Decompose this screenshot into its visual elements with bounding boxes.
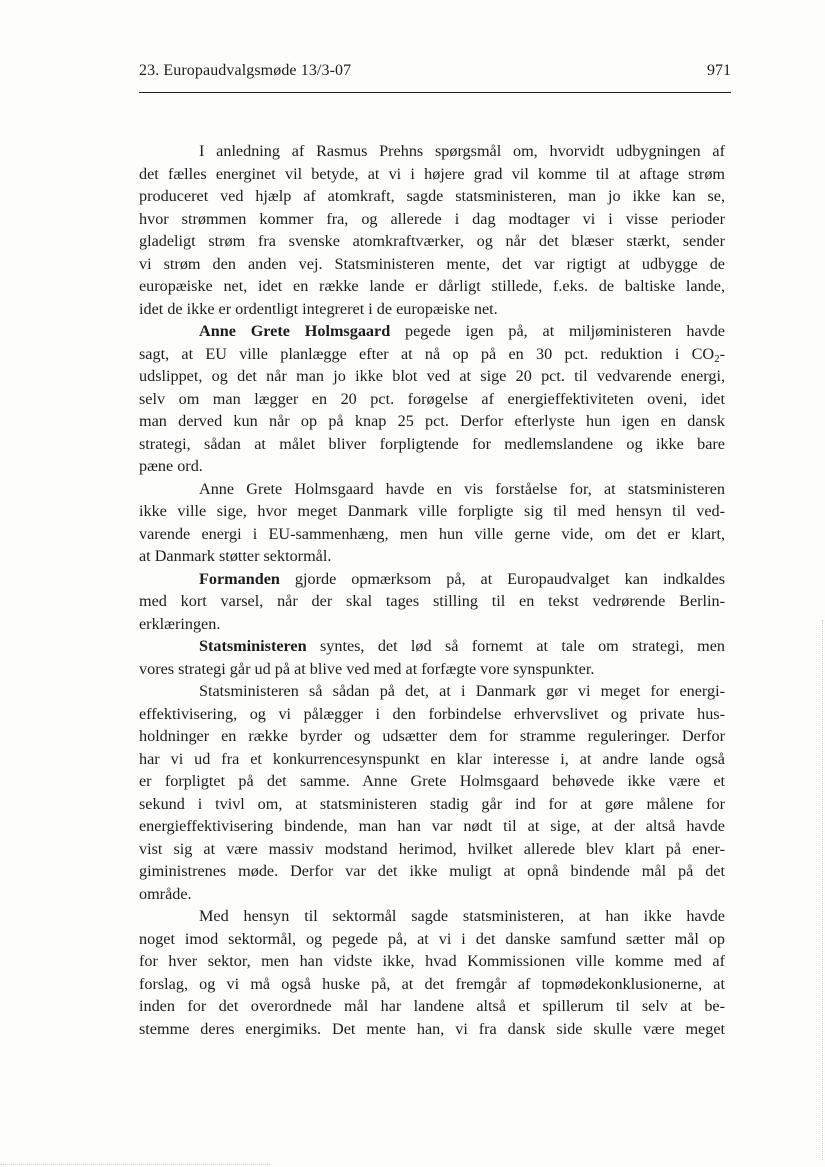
- speaker-name: Statsministeren: [199, 637, 307, 655]
- text-line: effektivisering, og vi pålægger i den forbindelse erhvervslivet og private hus-: [139, 704, 725, 723]
- text-fragment: sagt, at EU ville planlægge efter at nå op på en 30 pct. reduktion i CO: [139, 344, 715, 363]
- text-line: erklæringen.: [139, 614, 221, 633]
- scan-bottom-artifact: [0, 1164, 270, 1165]
- text-line: pæne ord.: [139, 457, 203, 475]
- text-line: energieffektivisering bindende, man han var nødt til at sige, at der altså havde: [139, 817, 725, 835]
- text-line: det fælles energinet vil betyde, at vi i højere grad vil komme til at aftage strøm: [139, 164, 725, 183]
- scan-edge-artifact: [821, 620, 823, 1160]
- paragraph: [139, 140, 725, 320]
- text-line: Med hensyn til sektormål sagde statsministeren, at han ikke havde: [199, 907, 725, 925]
- text-line: [139, 343, 725, 366]
- text-line: varende energi i EU-sammenhæng, men hun ville gerne vide, om det er klart,: [139, 524, 725, 543]
- text-line: inden for det overordnede mål har landene altså et spillerum til selv at be-: [139, 997, 725, 1015]
- text-line: udslippet, og det når man jo ikke blot ved at sige 20 pct. til vedvarende energi,: [139, 367, 725, 385]
- paragraph: [139, 320, 725, 478]
- subscript: 2: [714, 352, 720, 365]
- text-line: område.: [139, 884, 192, 903]
- text-line: man derved kun når op på knap 25 pct. Derfor efterlyste hun igen en dansk: [139, 412, 725, 430]
- text-line: Statsministeren så sådan på det, at i Danmark gør vi meget for energi-: [199, 682, 725, 700]
- text-line: produceret ved hjælp af atomkraft, sagde statsministeren, man jo ikke kan se,: [139, 187, 725, 205]
- text-fragment: gjorde opmærksom på, at Europaudvalget kan indkaldes: [279, 569, 725, 588]
- body-text: [139, 140, 725, 1040]
- text-line: med kort varsel, når der skal tages stilling til en tekst vedrørende Berlin-: [139, 592, 725, 610]
- page-header: [139, 62, 731, 86]
- paragraph: [139, 905, 725, 1040]
- text-line: ikke ville sige, hvor meget Danmark ville forpligte sig til med hensyn til ved-: [139, 502, 725, 520]
- text-fragment: syntes, det lød så fornemt at tale om strategi, men: [306, 637, 725, 655]
- text-line: vores strategi går ud på at blive ved med at forfægte vore synspunkter.: [139, 659, 595, 678]
- text-line: Anne Grete Holmsgaard havde en vis forståelse for, at statsministeren: [199, 479, 725, 498]
- paragraph: [139, 680, 725, 905]
- text-line: er forpligtet på det samme. Anne Grete Holmsgaard behøvede ikke være et: [139, 772, 725, 790]
- text-line: I anledning af Rasmus Prehns spørgsmål om, hvorvidt udbygningen af: [199, 142, 725, 160]
- text-fragment: -: [719, 344, 725, 363]
- paragraph: [139, 568, 725, 636]
- paragraph: [139, 478, 725, 568]
- text-line: hvor strømmen kommer fra, og allerede i dag modtager vi i visse perioder: [139, 209, 725, 228]
- page-number: 971: [707, 62, 731, 79]
- text-line: vist sig at være massiv modstand herimod, hvilket allerede blev klart på ener-: [139, 839, 725, 858]
- text-line: [139, 568, 725, 591]
- text-line: giministrenes møde. Derfor var det ikke muligt at opnå bindende mål på det: [139, 862, 725, 880]
- text-line: forslag, og vi må også huske på, at det fremgår af topmødekonklusionerne, at: [139, 974, 725, 993]
- header-rule: [139, 92, 731, 93]
- text-line: har vi ud fra et konkurrencesynspunkt en klar interesse i, at andre lande også: [139, 749, 725, 768]
- text-line: noget imod sektormål, og pegede på, at vi i det danske samfund sætter mål op: [139, 929, 725, 948]
- header-title: 23. Europaudvalgsmøde 13/3-07: [139, 62, 352, 79]
- text-fragment: pegede igen på, at miljøministeren havde: [390, 322, 725, 340]
- text-line: selv om man lægger en 20 pct. forøgelse af energieffektiviteten oveni, idet: [139, 389, 725, 408]
- text-line: gladeligt strøm fra svenske atomkraftværker, og når det blæser stærkt, sender: [139, 232, 725, 250]
- text-line: idet de ikke er ordentligt integreret i de europæiske net.: [139, 299, 498, 318]
- text-line: europæiske net, idet en række lande er dårligt stillede, f.eks. de baltiske lande,: [139, 277, 725, 295]
- text-line: sekund i tvivl om, at statsministeren stadig går ind for at gøre målene for: [139, 794, 725, 813]
- text-line: [139, 320, 725, 343]
- text-line: vi strøm den anden vej. Statsministeren mente, det var rigtigt at udbygge de: [139, 254, 725, 273]
- text-line: stemme deres energimiks. Det mente han, vi fra dansk side skulle være meget: [139, 1019, 725, 1038]
- text-line: strategi, sådan at målet bliver forpligtende for medlemslandene og ikke bare: [139, 434, 725, 453]
- paragraph: [139, 635, 725, 680]
- text-line: holdninger en række byrder og udsætter dem for stramme reguleringer. Derfor: [139, 727, 725, 745]
- text-line: [139, 635, 725, 658]
- speaker-name: Formanden: [199, 569, 280, 588]
- speaker-name: Anne Grete Holmsgaard: [199, 322, 391, 340]
- text-line: for hver sektor, men han vidste ikke, hvad Kommissionen ville komme med af: [139, 952, 725, 970]
- text-line: at Danmark støtter sektormål.: [139, 547, 332, 565]
